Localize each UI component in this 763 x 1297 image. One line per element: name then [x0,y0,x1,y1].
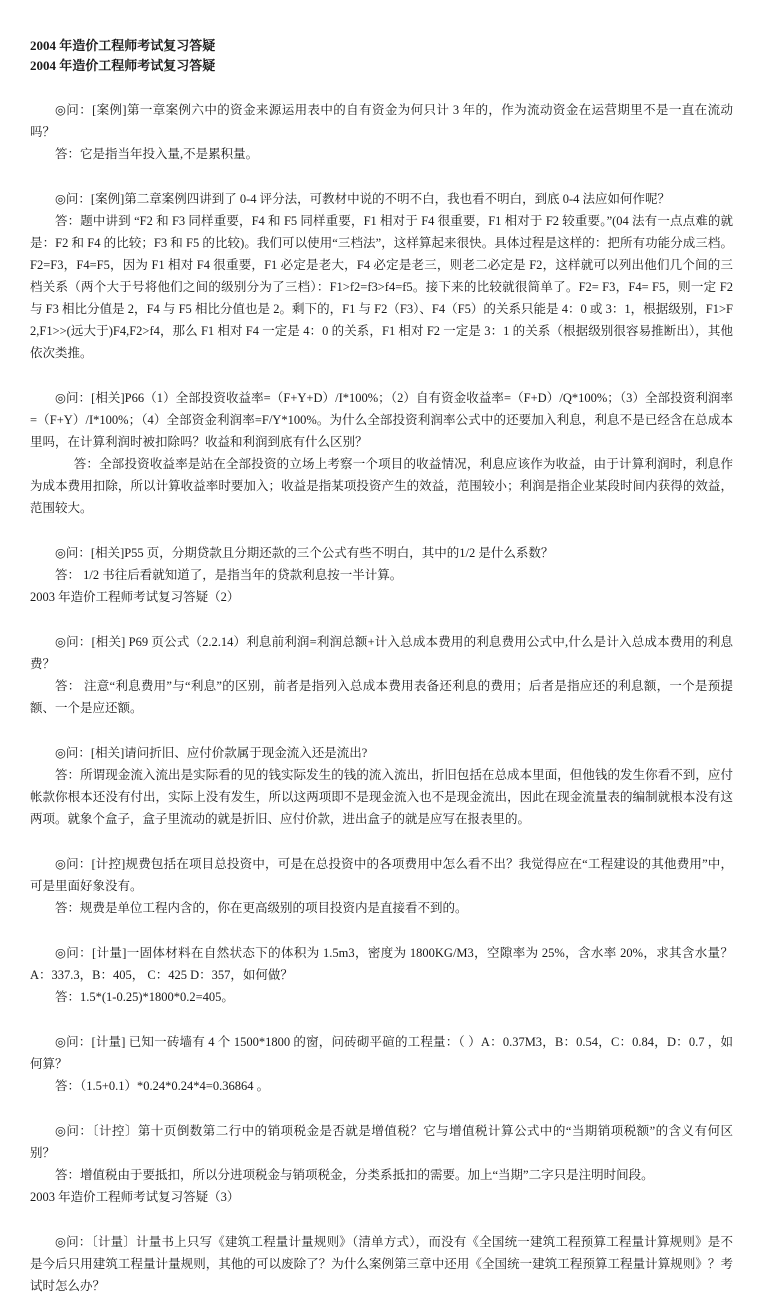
question-paragraph: ◎问：[计量] 已知一砖墙有 4 个 1500*1800 的窗，问砖砌平碹的工程量：（ ）A：0.37M3，B：0.54，C：0.84，D：0.7 ，如何算？ [30,1035,733,1071]
answer-paragraph: 答： 注意“利息费用”与“利息”的区别，前者是指列入总成本费用表备还利息的费用；后者是指应还的利息额，一个是预提额、一个是应还额。 [30,679,733,715]
document-title-line1: 2004 年造价工程师考试复习答疑 [30,38,216,53]
question-paragraph: ◎问：[相关] P69 页公式（2.2.14）利息前利润=利润总额+计入总成本费用的利息费用公式中,什么是计入总成本费用的利息费？ [30,635,733,671]
question-paragraph: ◎问：[案例]第二章案例四讲到了 0-4 评分法，可教材中说的不明不白，我也看不明白，到底 0-4 法应如何作呢？ [55,192,671,206]
question-paragraph: ◎问：[相关]P55 页，分期贷款且分期还款的三个公式有些不明白，其中的1/2 是什么系数？ [55,546,554,560]
answer-paragraph: 答：全部投资收益率是站在全部投资的立场上考察一个项目的收益情况，利息应该作为收益，由于计算利润时，利息作为成本费用扣除，所以计算收益率时要加入；收益是指某项投资产生的效益，范围较小；利润是指企业某段时间内获得的效益，范围较大。 [30,457,733,515]
question-paragraph: ◎问：〔计量〕计量书上只写《建筑工程量计量规则》（清单方式），而没有《全国统一建筑工程预算工程量计算规则》是不是今后只用建筑工程量计量规则，其他的可以废除了？为什么案例第三章中还用《全国统一建筑工程预算工程量计算规则》？考试时怎么办？ [30,1235,733,1293]
question-paragraph: ◎问：[计控]规费包括在项目总投资中，可是在总投资中的各项费用中怎么看不出？我觉得应在“工程建设的其他费用”中，可是里面好象没有。 [30,857,733,893]
question-paragraph: ◎问：[相关]P66（1）全部投资收益率=（F+Y+D）/I*100%；（2）自有资金收益率=（F+D）/Q*100%；（3）全部投资利润率=（F+Y）/I*100%；（4）全部资金利润率=F/Y*100%。为什么全部投资利润率公式中的还要加入利息，利息不是已经含在总成本里吗，在计算利润时被扣除吗？收益和利润到底有什么区别？ [30,391,733,449]
answer-paragraph: 答：1.5*(1-0.25)*1800*0.2=405。 [55,990,234,1004]
answer-paragraph: 答：题中讲到 “F2 和 F3 同样重要，F4 和 F5 同样重要，F1 相对于 F4 很重要，F1 相对于 F2 较重要。”(04 法有一点点难的就是：F2 和 F4 的比较；F3 和 F5 的比较)。我们可以使用“三档法”，这样算起来很快。具体过程是这样的：把所有功能分成三档。F2=F3，F4=F5，因为 F1 相对 F4 很重要，F1 必定是老大，F4 必定是老三，则老二必定是 F2，这样就可以列出他们几个间的三档关系（两个大于号将他们之间的级别分为了三档）：F1>f2=f3>f4=f5。接下来的比较就很简单了。F2= F3，F4= F5，则一定 F2 与 F3 相比分值是 2，F4 与 F5 相比分值也是 2。剩下的，F1 与 F2（F3）、F4（F5）的关系只能是 4：0 或 3：1，根据级别，F1>F2,F1>>(远大于)F4,F2>f4，那么 F1 相对 F4 一定是 4：0 的关系，F1 相对 F2 一定是 3：1 的关系（根据级别很容易推断出），其他依次类推。 [30,214,733,360]
question-paragraph: ◎问：[相关]请问折旧、应付价款属于现金流入还是流出? [55,746,368,760]
answer-paragraph: 答：增值税由于要抵扣，所以分进项税金与销项税金，分类系抵扣的需要。加上“当期”二字只是注明时间段。 [55,1168,654,1182]
section-heading: 2003 年造价工程师考试复习答疑（3） [30,1190,240,1204]
question-paragraph: ◎问：〔计控〕第十页倒数第二行中的销项税金是否就是增值税？它与增值税计算公式中的“当期销项税额”的含义有何区别？ [30,1124,733,1160]
answer-paragraph: 答：所谓现金流入流出是实际看的见的钱实际发生的钱的流入流出，折旧包括在总成本里面，但他钱的发生你看不到，应付帐款你根本还没有付出，实际上没有发生，所以这两项即不是现金流入也不是现金流出，因此在现金流量表的编制就根本没有这两项。就象个盒子，盒子里流动的就是折旧、应付价款，进出盒子的就是应写在报表里的。 [30,768,733,826]
section-heading: 2003 年造价工程师考试复习答疑（2） [30,590,240,604]
document-title-line2: 2004 年造价工程师考试复习答疑 [30,58,216,73]
answer-paragraph: 答：（1.5+0.1）*0.24*0.24*4=0.36864 。 [55,1079,270,1093]
answer-paragraph: 答：规费是单位工程内含的，你在更高级别的项目投资内是直接看不到的。 [55,901,468,915]
answer-paragraph: 答： 1/2 书往后看就知道了，是指当年的贷款利息按一半计算。 [55,568,403,582]
question-paragraph: ◎问：[案例]第一章案例六中的资金来源运用表中的自有资金为何只计 3 年的，作为流动资金在运营期里不是一直在流动吗？ [30,103,733,139]
document-body [30,99,733,1297]
question-paragraph: ◎问：[计量]一固体材料在自然状态下的体积为 1.5m3，密度为 1800KG/M3，空隙率为 25%，含水率 20%，求其含水量？A：337.3，B：405， C：425 D：357，如何做？ [30,946,733,982]
document-header [30,36,733,76]
answer-paragraph: 答：它是指当年投入量,不是累积量。 [55,147,259,161]
